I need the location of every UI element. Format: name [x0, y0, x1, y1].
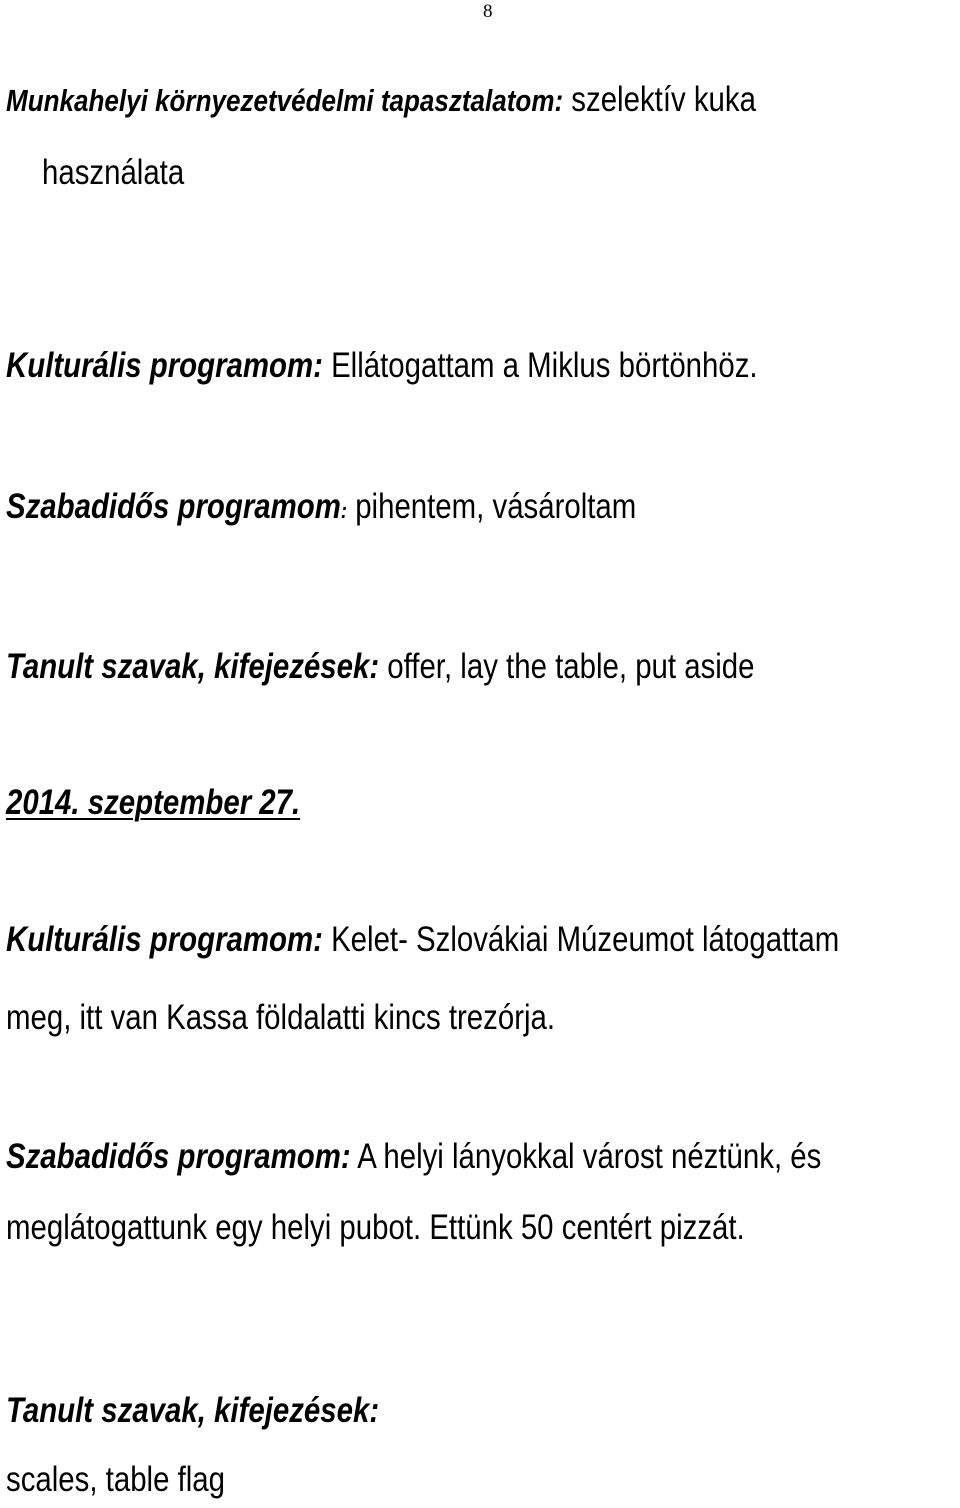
- day2-leisure-text-continued: meglátogattunk egy helyi pubot. Ettünk 50 centért pizzát.: [6, 1208, 745, 1247]
- day2-cultural-label: Kulturális programom:: [6, 920, 323, 959]
- day2-vocabulary-text: scales, table flag: [6, 1460, 226, 1499]
- day2-vocabulary-label-line: [6, 1389, 379, 1433]
- environment-entry-line2: [42, 151, 184, 195]
- date-heading-text: 2014. szeptember 27.: [6, 783, 301, 822]
- day2-leisure-text: A helyi lányokkal várost néztünk, és: [350, 1137, 822, 1176]
- day2-leisure-label: Szabadidős programom:: [6, 1137, 351, 1176]
- page-number: 8: [483, 1, 493, 22]
- leisure-colon: :: [340, 498, 348, 523]
- cultural-label: Kulturális programom:: [6, 346, 323, 385]
- environment-entry-line1: [6, 78, 756, 123]
- environment-text: szelektív kuka: [563, 80, 756, 119]
- leisure-entry: [6, 485, 636, 533]
- leisure-label: Szabadidős programom: [6, 487, 341, 526]
- day2-cultural-text: Kelet- Szlovákiai Múzeumot látogattam: [322, 920, 840, 959]
- day2-vocabulary-label: Tanult szavak, kifejezések:: [6, 1391, 380, 1430]
- day2-cultural-entry-line1: [6, 918, 839, 962]
- day2-vocabulary-text-line: [6, 1458, 225, 1502]
- vocabulary-entry: [6, 645, 755, 689]
- day2-leisure-entry-line1: [6, 1135, 821, 1179]
- cultural-entry: [6, 344, 758, 388]
- environment-text-continued: használata: [42, 153, 185, 192]
- day2-cultural-text-continued: meg, itt van Kassa földalatti kincs trezórja.: [6, 998, 556, 1037]
- day2-leisure-entry-line2: [6, 1206, 745, 1250]
- day2-cultural-entry-line2: [6, 996, 555, 1040]
- vocabulary-label: Tanult szavak, kifejezések:: [6, 647, 380, 686]
- vocabulary-text: offer, lay the table, put aside: [379, 647, 755, 686]
- environment-label: Munkahelyi környezetvédelmi tapasztalatom:: [6, 83, 564, 118]
- date-heading: [6, 781, 300, 825]
- cultural-text: Ellátogattam a Miklus börtönhöz.: [322, 346, 758, 385]
- leisure-text: pihentem, vásároltam: [347, 487, 637, 526]
